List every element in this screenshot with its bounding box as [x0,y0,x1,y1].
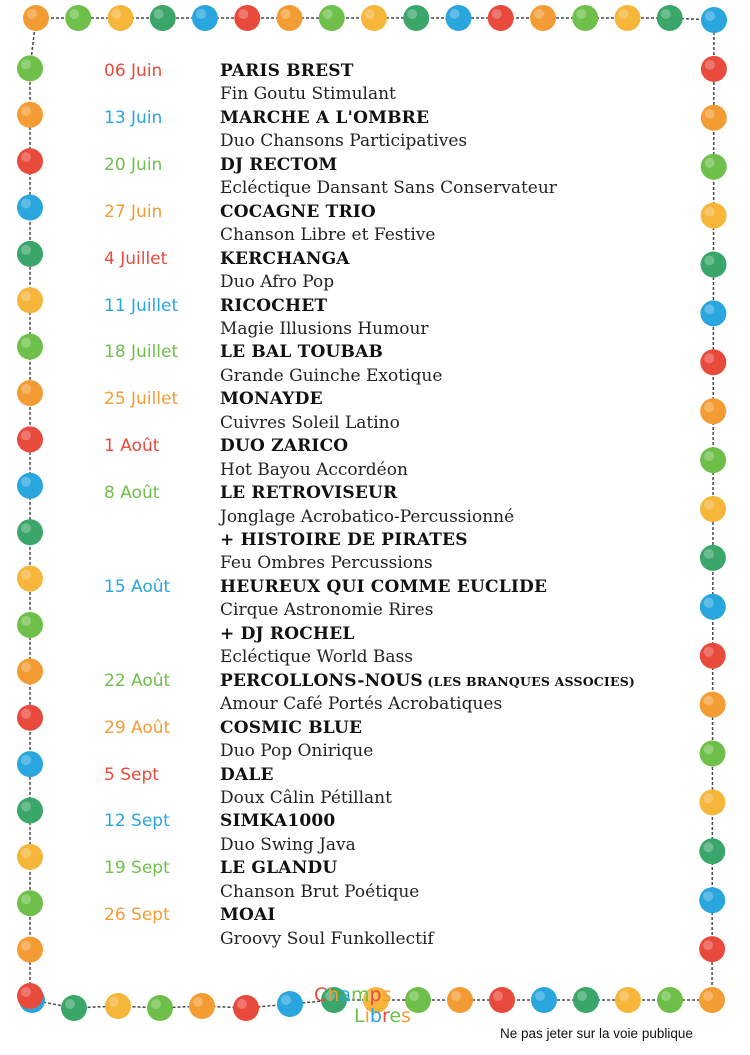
pompom-highlight [535,991,545,1001]
event-date: 25 Juillet [104,389,179,410]
pompom-highlight [21,338,31,348]
logo-letter: b [369,1005,382,1027]
event-artist-name: DUO ZARICO [220,436,349,457]
pompom-highlight [534,9,544,19]
event-artist [220,905,276,925]
pompom-highlight [705,60,715,70]
pompom-highlight [704,500,714,510]
event-artist [220,671,635,691]
pompom [700,300,726,326]
pompom [277,991,303,1017]
pompom [17,612,43,638]
pompom [700,594,726,620]
event-date: 27 Juin [104,201,163,222]
pompom [319,5,345,31]
pompom-highlight [238,9,248,19]
event-date: 13 Juin [104,107,163,128]
pompom [699,936,725,962]
event-description: Duo Pop Onirique [220,741,374,762]
pompom [147,995,173,1021]
logo-letter: r [381,1005,390,1027]
event-artist [220,296,327,316]
pompom [17,797,43,823]
pompom [108,5,134,31]
pompom [65,5,91,31]
event-artist-name: MONAYDE [220,389,323,410]
pompom-highlight [112,9,122,19]
event-artist-name: MARCHE A L'OMBRE [220,107,430,128]
pompom [447,987,473,1013]
event-description: Ecléctique World Bass [220,647,413,668]
event-artist-name: PERCOLLONS-NOUS [220,670,423,691]
pompom-highlight [21,477,31,487]
pompom [23,5,49,31]
pompom [17,148,43,174]
pompom [17,195,43,221]
event-artist [220,389,323,409]
pompom-highlight [21,894,31,904]
event-description: Jonglage Acrobatico-Percussionné [220,506,515,527]
pompom-highlight [492,9,502,19]
event-description: Feu Ombres Percussions [220,553,433,574]
pompom [701,7,727,33]
pompom [700,545,726,571]
event-artist [220,155,337,175]
pompom-highlight [109,997,119,1007]
pompom [699,987,725,1013]
event-artist-name: PARIS BREST [220,61,354,81]
pompom-highlight [451,991,461,1001]
pompom [701,105,727,131]
pompom-highlight [21,384,31,394]
event-date: 19 Sept [104,858,170,879]
pompom-highlight [323,9,333,19]
pompom [572,5,598,31]
pompom-highlight [703,991,713,1001]
logo-letter: m [350,984,370,1006]
pompom-highlight [21,709,31,719]
logo-letter: h [327,984,340,1006]
pompom-highlight [21,755,31,765]
pompom-highlight [21,59,31,69]
logo-letter: e [389,1005,402,1027]
pompom-highlight [193,997,203,1007]
event-description: Magie Illusions Humour [220,318,429,339]
pompom-highlight [21,941,31,951]
pompom-highlight [21,848,31,858]
event-artist [220,202,376,222]
event-artist-name: LE RETROVISEUR [220,483,398,504]
event-date: 15 Août [104,576,171,597]
pompom [17,983,43,1009]
pompom-highlight [661,991,671,1001]
pompom [700,447,726,473]
event-artist-name: + DJ ROCHEL [220,623,355,644]
pompom [701,154,727,180]
pompom [189,993,215,1019]
logo-letter: C [314,984,328,1006]
pompom-highlight [703,940,713,950]
pompom [615,5,641,31]
pompom [361,5,387,31]
pompom-highlight [703,842,713,852]
pompom-highlight [154,9,164,19]
event-artist-name: SIMKA1000 [220,811,336,832]
event-date: 1 Août [104,436,160,457]
event-artist-name: LE BAL TOUBAB [220,342,384,363]
pompom-highlight [661,9,671,19]
pompom-highlight [705,11,715,21]
pompom-highlight [281,9,291,19]
pompom [17,937,43,963]
event-date: 22 Août [104,670,171,691]
pompom-highlight [704,304,714,314]
pompom-highlight [365,9,375,19]
event-description: Cuivres Soleil Latino [220,412,400,433]
logo-letter: p [369,984,382,1006]
pompom-highlight [27,9,37,19]
pompom-highlight [21,662,31,672]
pompom [17,102,43,128]
pompom [657,5,683,31]
pompom-highlight [703,891,713,901]
event-description: Chanson Brut Poétique [220,881,420,902]
event-artist [220,61,354,81]
pompom [277,5,303,31]
logo-letter: i [364,1005,370,1027]
event-date: 4 Juillet [104,248,168,269]
event-artist-name: LE GLANDU [220,858,338,879]
pompom-highlight [705,109,715,119]
footer-notice: Ne pas jeter sur la voie publique [500,1026,693,1041]
event-artist [220,108,429,128]
logo-letter: a [339,984,351,1006]
event-artist [220,858,337,878]
pompom [700,741,726,767]
event-description: Duo Afro Pop [220,272,335,293]
pompom-highlight [704,745,714,755]
pompom [531,987,557,1013]
pompom [17,55,43,81]
pompom [17,705,43,731]
pompom-highlight [704,353,714,363]
pompom-highlight [705,256,715,266]
pompom [403,5,429,31]
pompom [17,287,43,313]
event-description: Amour Café Portés Acrobatiques [220,694,503,715]
event-artist [220,624,355,644]
event-artist-name: RICOCHET [220,295,328,316]
event-date: 8 Août [104,483,160,504]
pompom [17,566,43,592]
pompom-highlight [704,451,714,461]
pompom [17,473,43,499]
pompom [657,987,683,1013]
event-artist-name: KERCHANGA [220,248,350,269]
event-artist-name: COSMIC BLUE [220,717,363,738]
event-artist [220,249,350,269]
event-description: Duo Chansons Participatives [220,131,468,152]
event-date: 12 Sept [104,811,170,832]
pompom [446,5,472,31]
event-date: 06 Juin [104,61,163,81]
pompom-highlight [704,696,714,706]
event-description: Chanson Libre et Festive [220,225,436,246]
event-date: 20 Juin [104,154,163,175]
logo-letter: L [354,1005,365,1027]
event-description: Ecléctique Dansant Sans Conservateur [220,178,557,199]
pompom-highlight [237,999,247,1009]
pompom-highlight [65,999,75,1009]
pompom [17,844,43,870]
event-artist-name: + HISTOIRE DE PIRATES [220,530,468,550]
event-artist [220,436,348,456]
pompom-highlight [576,9,586,19]
pompom-highlight [21,523,31,533]
pompom [488,5,514,31]
pompom-highlight [705,207,715,217]
pompom [17,658,43,684]
event-artist-name: DALE [220,764,274,785]
pompom-highlight [21,987,31,997]
event-description: Hot Bayou Accordéon [220,459,408,480]
pompom-highlight [21,430,31,440]
pompom-highlight [21,801,31,811]
pompom [17,751,43,777]
pompom [700,349,726,375]
event-description: Fin Goutu Stimulant [220,84,396,105]
pompom [192,5,218,31]
pompom-highlight [21,616,31,626]
pompom-highlight [281,995,291,1005]
pompom [615,987,641,1013]
logo-line-2 [314,1006,411,1027]
pompom [701,56,727,82]
pompom [699,887,725,913]
pompom [700,398,726,424]
pompom-highlight [21,291,31,301]
pompom-highlight [21,106,31,116]
pompom-highlight [493,991,503,1001]
pompom-highlight [407,9,417,19]
pompom-highlight [704,598,714,608]
event-date: 11 Juillet [104,295,179,316]
event-artist [220,718,362,738]
pompom [701,252,727,278]
event-date: 29 Août [104,717,171,738]
event-description: Groovy Soul Funkollectif [220,928,434,949]
logo-letter: s [381,984,392,1006]
pompom [234,5,260,31]
pompom [700,496,726,522]
event-artist-suffix: (LES BRANQUES ASSOCIES) [422,673,636,689]
pompom [530,5,556,31]
event-description: Cirque Astronomie Rires [220,600,434,621]
pompom-highlight [69,9,79,19]
event-date: 26 Sept [104,905,170,926]
pompom-highlight [704,402,714,412]
pompom [105,993,131,1019]
champs-libres-logo [314,985,411,1027]
pompom-highlight [577,991,587,1001]
pompom-highlight [196,9,206,19]
logo-letter: s [401,1005,411,1027]
pompom [573,987,599,1013]
pompom-highlight [704,549,714,559]
pompom [700,692,726,718]
event-date: 5 Sept [104,764,159,785]
pompom [17,334,43,360]
pompom-highlight [704,647,714,657]
pompom [17,241,43,267]
event-description: Duo Swing Java [220,834,356,855]
pompom-highlight [21,570,31,580]
pompom-highlight [151,999,161,1009]
pompom-highlight [21,199,31,209]
event-date: 18 Juillet [104,342,179,363]
pompom [489,987,515,1013]
event-artist-name: COCAGNE TRIO [220,201,376,222]
pompom-highlight [619,9,629,19]
event-artist [220,530,468,550]
event-artist [220,342,383,362]
pompom [17,380,43,406]
pompom-highlight [703,793,713,803]
pompom [17,426,43,452]
event-artist-name: MOAI [220,905,276,926]
event-artist [220,483,397,503]
event-artist-name: HEUREUX QUI COMME EUCLIDE [220,576,548,597]
pompom [233,995,259,1021]
pompom [699,789,725,815]
event-artist [220,765,274,785]
pompom [699,838,725,864]
event-artist [220,577,547,597]
event-description: Grande Guinche Exotique [220,365,443,386]
pompom [17,519,43,545]
event-artist [220,811,335,831]
pompom-highlight [21,152,31,162]
pompom-highlight [705,158,715,168]
pompom-highlight [450,9,460,19]
pompom [700,643,726,669]
event-description: Doux Câlin Pétillant [220,787,392,808]
pompom [17,890,43,916]
pompom [701,203,727,229]
pompom [61,995,87,1021]
logo-line-1 [314,985,411,1006]
pompom [150,5,176,31]
pompom-highlight [619,991,629,1001]
event-artist-name: DJ RECTOM [220,154,338,175]
pompom-highlight [21,245,31,255]
